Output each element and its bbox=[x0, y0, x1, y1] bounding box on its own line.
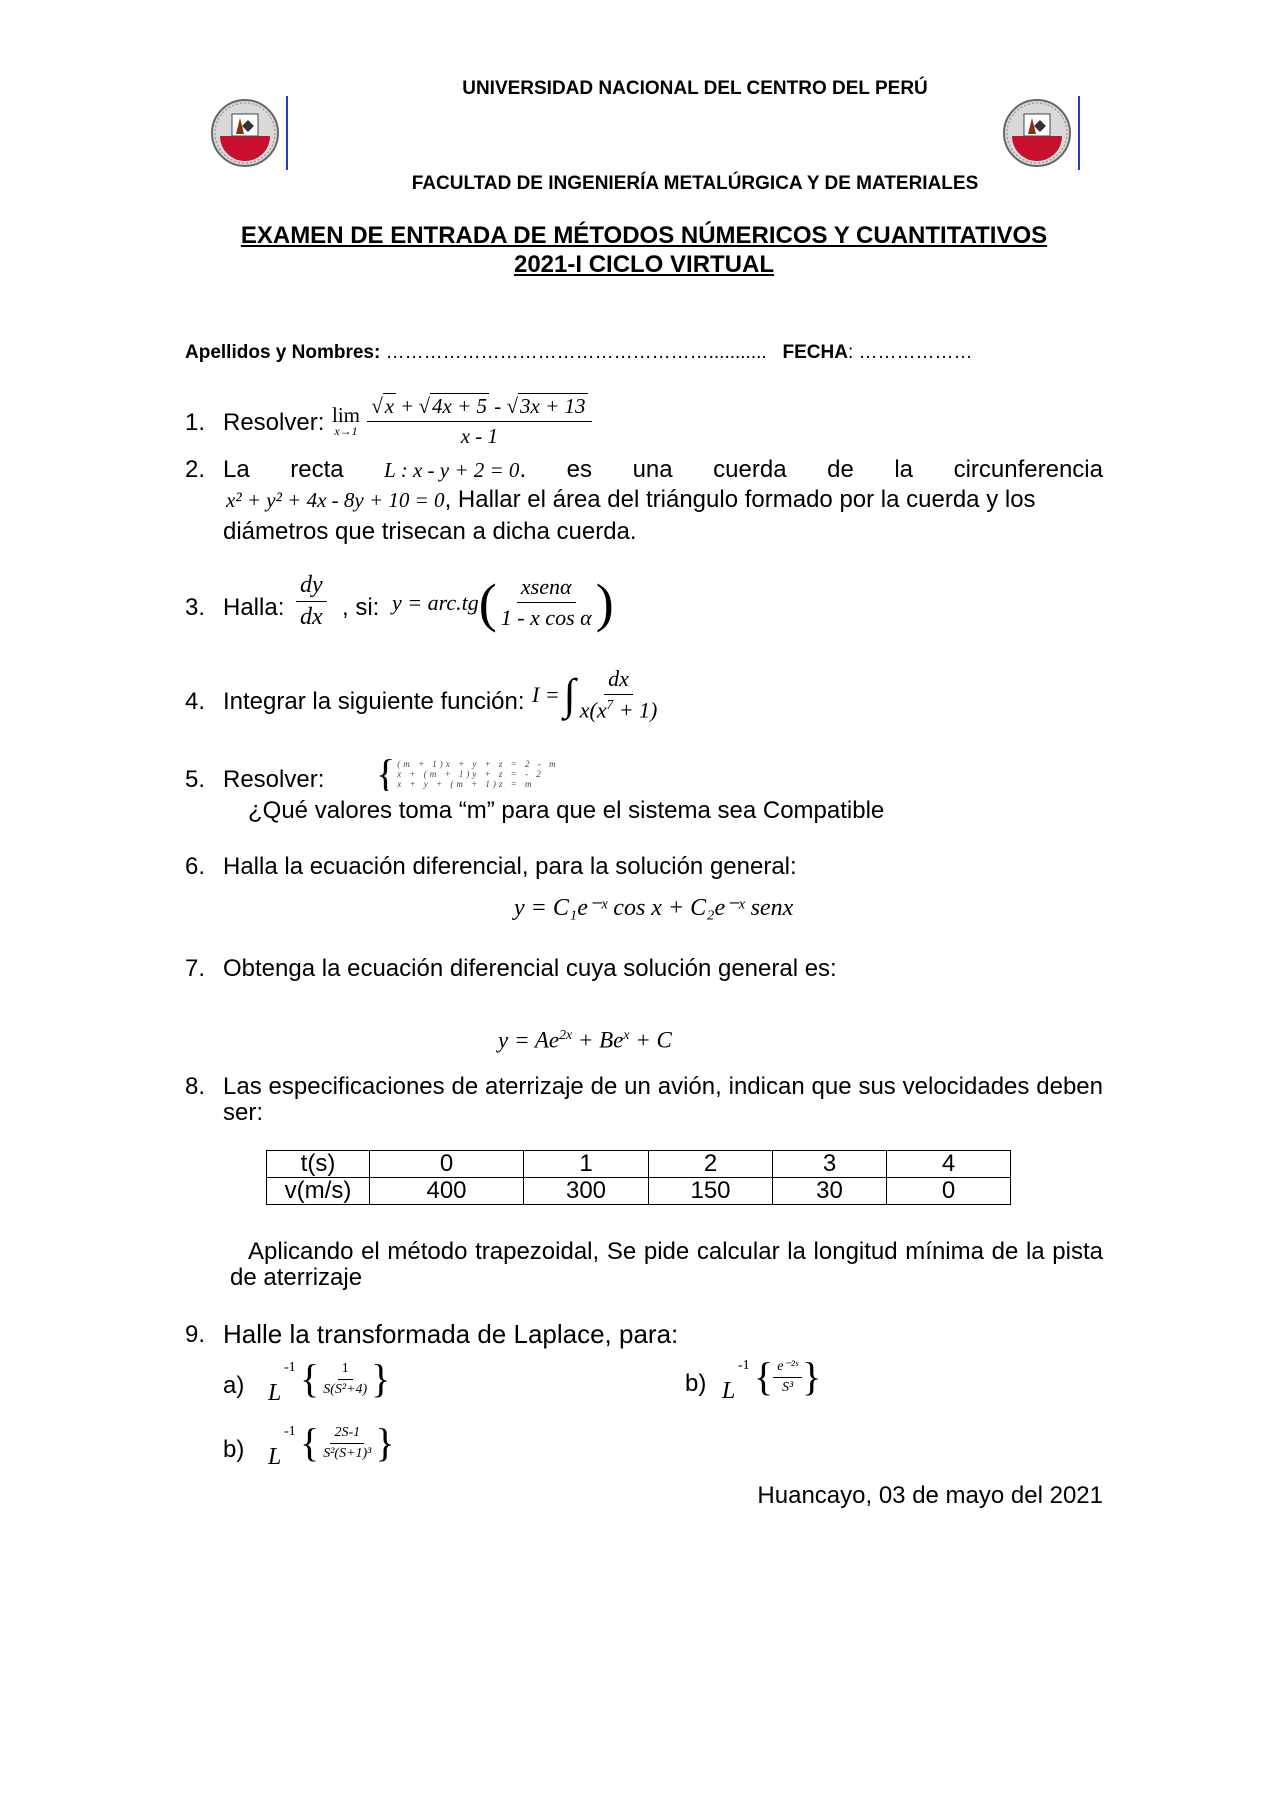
q9a-expression: L -1 { $\frac{1}{\text{S(S²+4)}}$ } bbox=[268, 1356, 391, 1406]
q7-exp-2: x bbox=[623, 1027, 630, 1042]
q1-plus: + bbox=[401, 394, 414, 418]
q3-dx: dx bbox=[300, 604, 323, 630]
integral-sign: ∫ bbox=[563, 670, 576, 720]
laplace-L: L bbox=[268, 1444, 282, 1470]
date-blank: : ……………… bbox=[847, 342, 973, 363]
q3-denominator: 1 - x cos α bbox=[500, 605, 592, 630]
q4-lhs: I = bbox=[532, 681, 560, 707]
q2-line2 bbox=[226, 486, 1036, 514]
q2-line2-text: , Hallar el área del triángulo formado por la cuerda y los bbox=[444, 486, 1036, 513]
q2-line-equation: L : x - y + 2 = 0 bbox=[384, 458, 520, 482]
q7-part-c: + C bbox=[629, 1027, 672, 1053]
q4-denominator-a: x(x bbox=[579, 697, 607, 723]
q2-w1: La bbox=[223, 456, 250, 483]
q5-equation-3: x + y + (m + 1)z = m bbox=[397, 779, 535, 789]
q7-part-b: + Be bbox=[572, 1027, 624, 1053]
student-info-line bbox=[185, 342, 973, 364]
exam-title-line1: EXAMEN DE ENTRADA DE MÉTODOS NÚMERICOS Y CUANTITATIVOS bbox=[240, 222, 1048, 249]
name-blank: ……………………………………………........... bbox=[385, 342, 767, 363]
q9c-numerator: 2S-1 bbox=[330, 1425, 364, 1444]
q5-system: { (m + 1)x + y + z = 2 - m x + (m + 1)y + z = - 2 x + y + (m + 1)z = m bbox=[376, 757, 559, 791]
q9c-expression: L -1 { $\frac{2S-1}{\text{S²(S+1)³}}$ } bbox=[268, 1420, 395, 1470]
name-label: Apellidos y Nombres: bbox=[185, 342, 381, 363]
q8-text-line1: Las especificaciones de aterrizaje de un avión, indican que sus velocidades deben bbox=[223, 1073, 1103, 1100]
q3-text: Halla: bbox=[223, 594, 285, 621]
q1-minus: - bbox=[494, 394, 502, 418]
q6-text: Halla la ecuación diferencial, para la solución general: bbox=[223, 853, 797, 880]
q1-rad1: x bbox=[384, 394, 395, 418]
q1-rad2: 4x + 5 bbox=[432, 394, 487, 418]
table-row bbox=[267, 1151, 1011, 1178]
q3-derivative bbox=[296, 572, 327, 631]
q1-denominator: x - 1 bbox=[460, 424, 499, 448]
q9b-numerator: e⁻²ˢ bbox=[773, 1358, 802, 1378]
q9-text: Halle la transformada de Laplace, para: bbox=[223, 1319, 679, 1349]
q2-circle-equation: x² + y² + 4x - 8y + 10 = 0 bbox=[226, 488, 445, 512]
q7-number: 7. bbox=[185, 955, 206, 982]
q2-w9: circunferencia bbox=[953, 456, 1103, 483]
table-cell: 3 bbox=[773, 1151, 887, 1178]
q5-number: 5. bbox=[185, 766, 206, 793]
table-cell: 0 bbox=[887, 1178, 1011, 1205]
landing-speed-table bbox=[266, 1150, 1011, 1205]
q1-rad3: 3x + 13 bbox=[520, 394, 586, 418]
table-cell: 30 bbox=[773, 1178, 887, 1205]
date-label: FECHA bbox=[782, 342, 848, 363]
q9a-label: a) bbox=[223, 1372, 245, 1399]
table-cell: 1 bbox=[524, 1151, 649, 1178]
q9c-label: b) bbox=[223, 1436, 245, 1463]
q5-equation-2: x + (m + 1)y + z = - 2 bbox=[397, 769, 544, 779]
table-row bbox=[267, 1178, 1011, 1205]
laplace-L: L bbox=[722, 1378, 736, 1404]
q7-text: Obtenga la ecuación diferencial cuya solución general es: bbox=[223, 955, 837, 982]
q5-question: ¿Qué valores toma “m” para que el sistema sea Compatible bbox=[248, 797, 885, 824]
q8-number: 8. bbox=[185, 1073, 206, 1100]
university-logo-right bbox=[1002, 96, 1072, 170]
q9a-numerator: 1 bbox=[338, 1361, 353, 1380]
q4-numerator: dx bbox=[604, 666, 633, 695]
q9a-denominator: S(S²+4) bbox=[323, 1381, 368, 1397]
q1-lim-sub: x→1 bbox=[334, 424, 358, 438]
q2-line1 bbox=[223, 456, 1103, 484]
q9c-denominator: S²(S+1)³ bbox=[323, 1445, 372, 1461]
q3-lhs: y = arc.tg bbox=[392, 589, 479, 615]
q5-equation-1: (m + 1)x + y + z = 2 - m bbox=[397, 759, 559, 769]
inverse-exponent: -1 bbox=[738, 1358, 750, 1373]
q2-w6: cuerda bbox=[713, 456, 787, 483]
q3-si: , si: bbox=[342, 594, 380, 621]
university-name: UNIVERSIDAD NACIONAL DEL CENTRO DEL PERÚ bbox=[462, 78, 928, 99]
laplace-L: L bbox=[268, 1380, 282, 1406]
q9b-denominator: S³ bbox=[781, 1380, 794, 1395]
q3-numerator: xsenα bbox=[517, 574, 576, 603]
logo-divider-right bbox=[1078, 96, 1080, 170]
q1-lim: lim bbox=[332, 403, 361, 427]
university-logo-left bbox=[210, 96, 280, 170]
q7-exp-1: 2x bbox=[559, 1027, 573, 1042]
table-cell: 400 bbox=[370, 1178, 524, 1205]
q2-w5: una bbox=[632, 456, 673, 483]
q2-number: 2. bbox=[185, 456, 206, 483]
q1-text: Resolver: bbox=[223, 409, 325, 436]
q4-number: 4. bbox=[185, 688, 206, 715]
faculty-name: FACULTAD DE INGENIERÍA METALÚRGICA Y DE MATERIALES bbox=[411, 173, 979, 194]
q9b-label: b) bbox=[685, 1370, 707, 1397]
q2-w4: es bbox=[566, 456, 593, 483]
table-cell: 300 bbox=[524, 1178, 649, 1205]
q6-formula: y = C₁e⁻ˣ cos x + C₂e⁻ˣ senx bbox=[514, 895, 794, 921]
q7-formula bbox=[498, 1027, 672, 1054]
table-cell: 2 bbox=[649, 1151, 773, 1178]
table-row-label: v(m/s) bbox=[267, 1178, 370, 1205]
table-row-label: t(s) bbox=[267, 1151, 370, 1178]
q6-number: 6. bbox=[185, 853, 206, 880]
inverse-exponent: -1 bbox=[284, 1424, 296, 1439]
q1-number: 1. bbox=[185, 409, 206, 436]
table-cell: 4 bbox=[887, 1151, 1011, 1178]
logo-divider-left bbox=[286, 96, 288, 170]
q2-line3: diámetros que trisecan a dicha cuerda. bbox=[223, 518, 637, 545]
exam-title-line2: 2021-I CICLO VIRTUAL bbox=[513, 251, 775, 278]
place-and-date: Huancayo, 03 de mayo del 2021 bbox=[757, 1482, 1103, 1509]
q2-w7: de bbox=[827, 456, 854, 483]
q8-text-line2: ser: bbox=[223, 1099, 264, 1126]
q3-function: y = arc.tg ( $\frac{\text{xsenα}}{\text{1 - x cos α}}$ ) bbox=[392, 572, 614, 633]
q3-dy: dy bbox=[296, 572, 327, 602]
q4-exponent: 7 bbox=[606, 697, 614, 712]
q2-w8: la bbox=[894, 456, 914, 483]
table-cell: 150 bbox=[649, 1178, 773, 1205]
q1-formula: lim x→1 $\frac{√x + √4x + 5 - √3x + 13}{x - 1}$ bbox=[332, 393, 592, 449]
q8-after-line1: Aplicando el método trapezoidal, Se pide calcular la longitud mínima de la pista bbox=[248, 1238, 1103, 1265]
q2-w3: . bbox=[519, 456, 527, 483]
q9b-expression: L -1 { $\frac{\text{e⁻²ˢ}}{\text{S³}}$ } bbox=[722, 1354, 822, 1404]
q4-denominator-b: + 1) bbox=[613, 697, 658, 723]
q9-number: 9. bbox=[185, 1321, 206, 1348]
q2-w2: recta bbox=[290, 456, 344, 483]
q4-text: Integrar la siguiente función: bbox=[223, 688, 525, 715]
table-cell: 0 bbox=[370, 1151, 524, 1178]
inverse-exponent: -1 bbox=[284, 1360, 296, 1375]
q5-text: Resolver: bbox=[223, 766, 325, 793]
q3-number: 3. bbox=[185, 594, 206, 621]
q7-part-a: y = Ae bbox=[498, 1027, 560, 1053]
q4-integral bbox=[532, 666, 661, 723]
q8-after-line2: de aterrizaje bbox=[230, 1264, 363, 1291]
